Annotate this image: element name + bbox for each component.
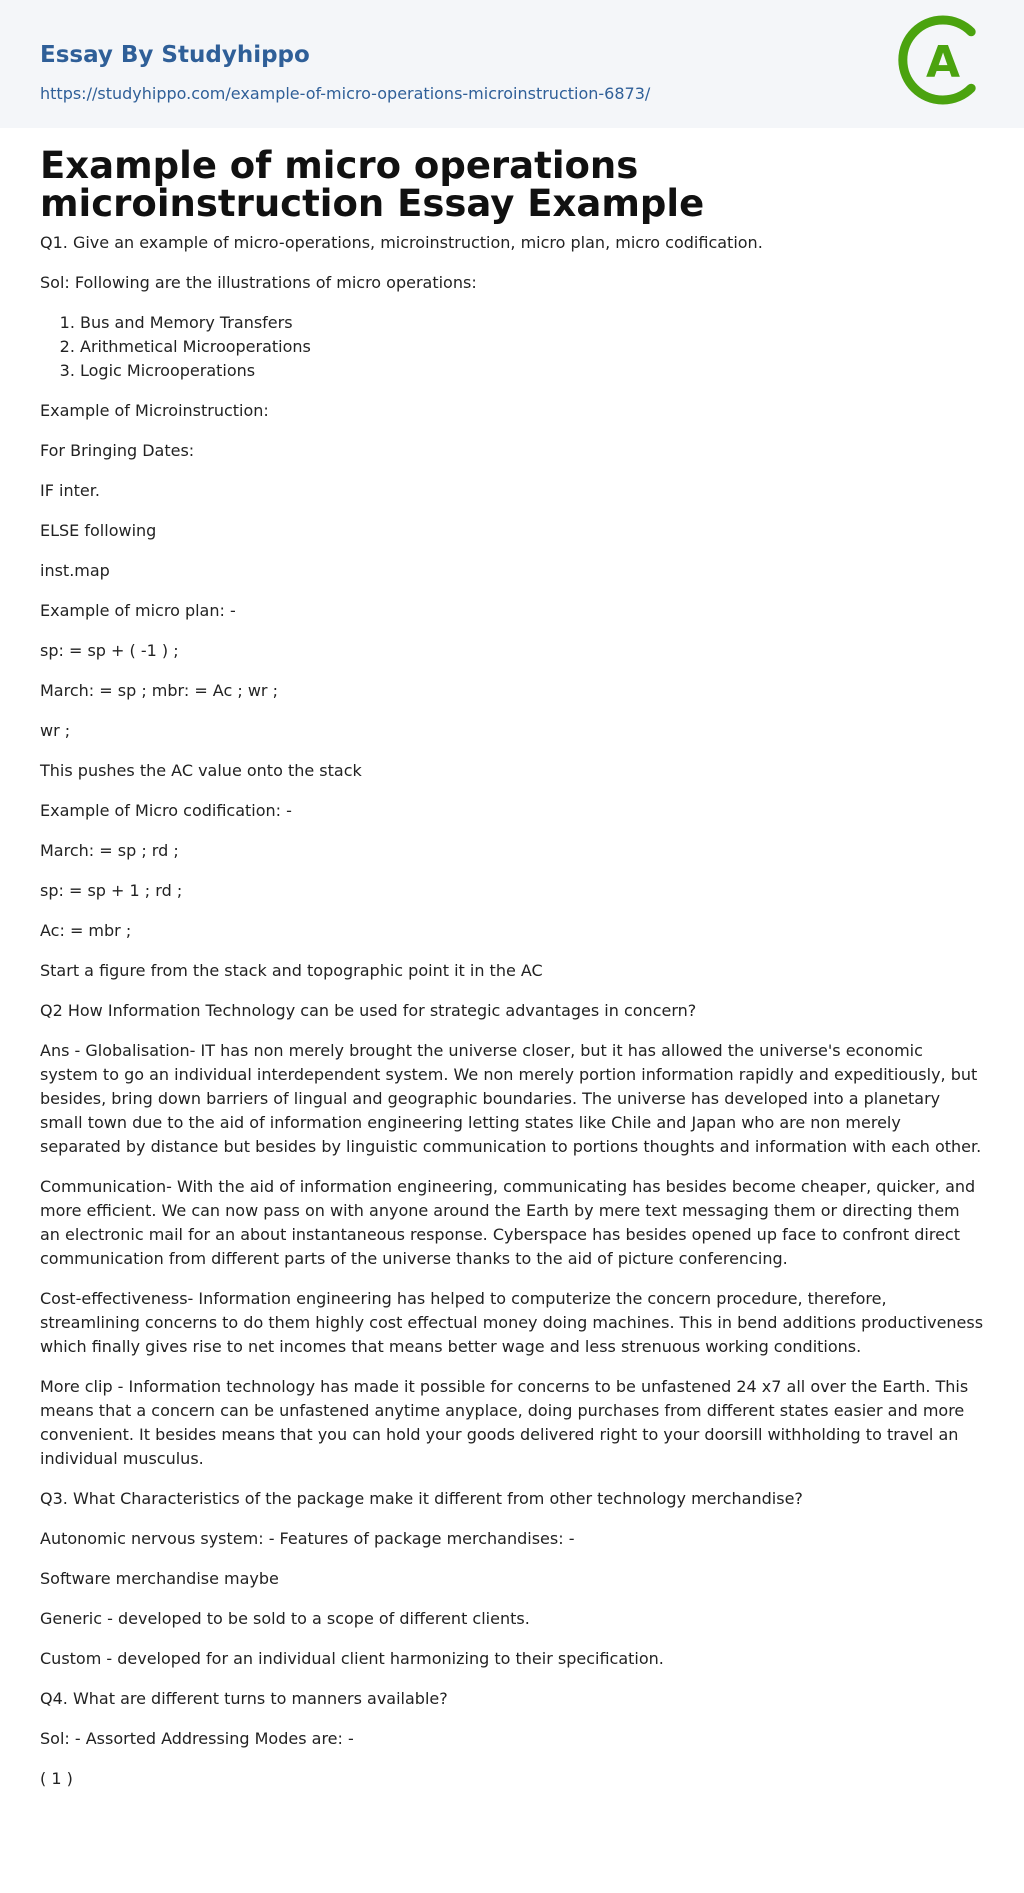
- paragraph: Q3. What Characteristics of the package make it different from other technology merchandise?: [40, 1489, 803, 1508]
- essay-content: [0, 128, 1024, 1791]
- paragraph: ELSE following: [40, 521, 157, 540]
- paragraph: inst.map: [40, 561, 110, 580]
- list-item: 3. Logic Microoperations: [80, 359, 984, 383]
- source-url-link[interactable]: https://studyhippo.com/example-of-micro-operations-microinstruction-6873/: [40, 84, 651, 103]
- paragraph: Example of micro plan: -: [40, 601, 236, 620]
- site-brand[interactable]: Essay By Studyhippo: [40, 42, 310, 68]
- studyhippo-logo-icon[interactable]: [896, 13, 990, 107]
- paragraph: Q1. Give an example of micro-operations, microinstruction, micro plan, micro codification.: [40, 233, 763, 252]
- paragraph: IF inter.: [40, 481, 100, 500]
- micro-operations-list: [40, 311, 984, 383]
- paragraph: Q4. What are different turns to manners available?: [40, 1689, 448, 1708]
- paragraph: Example of Micro codification: -: [40, 801, 292, 820]
- list-item: 2. Arithmetical Microoperations: [80, 335, 984, 359]
- paragraph: March: = sp ; rd ;: [40, 841, 179, 860]
- paragraph: ( 1 ): [40, 1769, 73, 1788]
- list-item: 1. Bus and Memory Transfers: [80, 311, 984, 335]
- paragraph: More clip - Information technology has made it possible for concerns to be unfastened 24 x7 all over the Earth. This means that a concern can be unfastened anytime anyplace, doing purchases from different states easier and more convenient. It besides means that you can hold your goods delivered right to your doorsill withholding to travel an individual musculus.: [40, 1377, 969, 1468]
- site-header: [0, 0, 1024, 128]
- paragraph: Generic - developed to be sold to a scope of different clients.: [40, 1609, 530, 1628]
- paragraph: sp: = sp + 1 ; rd ;: [40, 881, 183, 900]
- paragraph: Sol: - Assorted Addressing Modes are: -: [40, 1729, 354, 1748]
- paragraph: sp: = sp + ( -1 ) ;: [40, 641, 179, 660]
- paragraph: Ans - Globalisation- IT has non merely brought the universe closer, but it has allowed the universe's economic system to go an individual interdependent system. We non merely portion information rapidly and expeditiously, but besides, bring down barriers of lingual and geographic boundaries. The universe has developed into a planetary small town due to the aid of information engineering letting states like Chile and Japan who are non merely separated by distance but besides by linguistic communication to portions thoughts and information with each other.: [40, 1041, 982, 1156]
- page-title: Example of micro operations microinstruction Essay Example: [40, 144, 705, 225]
- paragraph: Software merchandise maybe: [40, 1569, 279, 1588]
- paragraph: Sol: Following are the illustrations of micro operations:: [40, 273, 477, 292]
- paragraph: Custom - developed for an individual client harmonizing to their specification.: [40, 1649, 664, 1668]
- paragraph: Cost-effectiveness- Information engineering has helped to computerize the concern procedure, therefore, streamlining concerns to do them highly cost effectual money doing machines. This in bend additions productiveness which finally gives rise to net incomes that means better wage and less strenuous working conditions.: [40, 1289, 984, 1356]
- paragraph: For Bringing Dates:: [40, 441, 195, 460]
- paragraph: Example of Microinstruction:: [40, 401, 269, 420]
- paragraph: March: = sp ; mbr: = Ac ; wr ;: [40, 681, 278, 700]
- logo-letter: A: [925, 37, 961, 88]
- paragraph: Communication- With the aid of information engineering, communicating has besides become cheaper, quicker, and more efficient. We can now pass on with anyone around the Earth by mere text messaging them or directing them an electronic mail for an about instantaneous response. Cyberspace has besides opened up face to confront direct communication from different parts of the universe thanks to the aid of picture conferencing.: [40, 1177, 976, 1268]
- paragraph: Q2 How Information Technology can be used for strategic advantages in concern?: [40, 1001, 697, 1020]
- paragraph: This pushes the AC value onto the stack: [40, 761, 362, 780]
- paragraph: Start a figure from the stack and topographic point it in the AC: [40, 961, 543, 980]
- paragraph: Ac: = mbr ;: [40, 921, 132, 940]
- paragraph: wr ;: [40, 721, 71, 740]
- paragraph: Autonomic nervous system: - Features of package merchandises: -: [40, 1529, 575, 1548]
